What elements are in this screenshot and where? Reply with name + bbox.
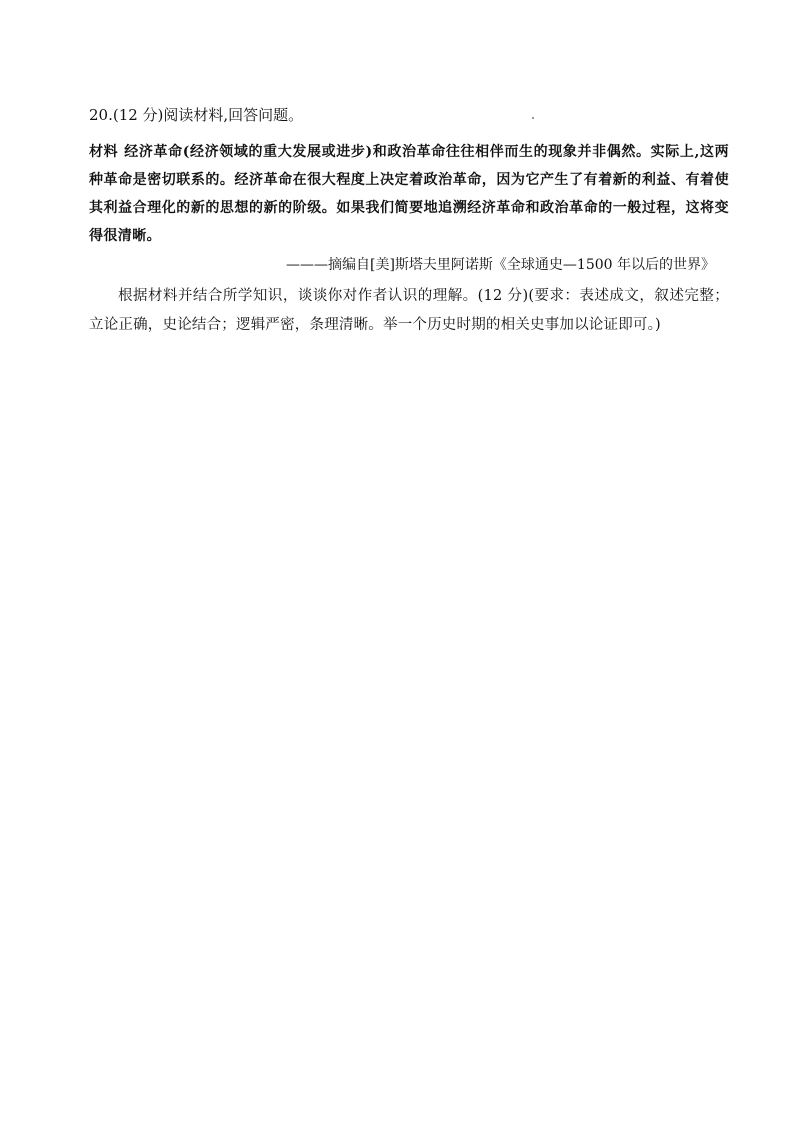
question-20 — [89, 104, 729, 340]
question-prompt: 根据材料并结合所学知识，谈谈你对作者认识的理解。(12 分)(要求：表述成文，叙述完整；立论正确，史论结合；逻辑严密，条理清晰。举一个历史时期的相关史事加以论证即可。) — [89, 288, 729, 333]
material-source: ———摘编自[美]斯塔夫里阿诺斯《全球通史—1500 年以后的世界》 — [285, 257, 715, 273]
material-paragraph — [89, 138, 729, 250]
material-label: 材料 — [89, 144, 119, 160]
material-text: 经济革命(经济领域的重大发展或进步)和政治革命往往相伴而生的现象并非偶然。实际上,这两种革命是密切联系的。经济革命在很大程度上决定着政治革命，因为它产生了有着新的利益、有着使其利益合理化的新的思想的新的阶级。如果我们简要地追溯经济革命和政治革命的一般过程，这将变得很清晰。 — [89, 144, 729, 244]
question-header: 20.(12 分)阅读材料,回答问题。 — [89, 106, 304, 124]
